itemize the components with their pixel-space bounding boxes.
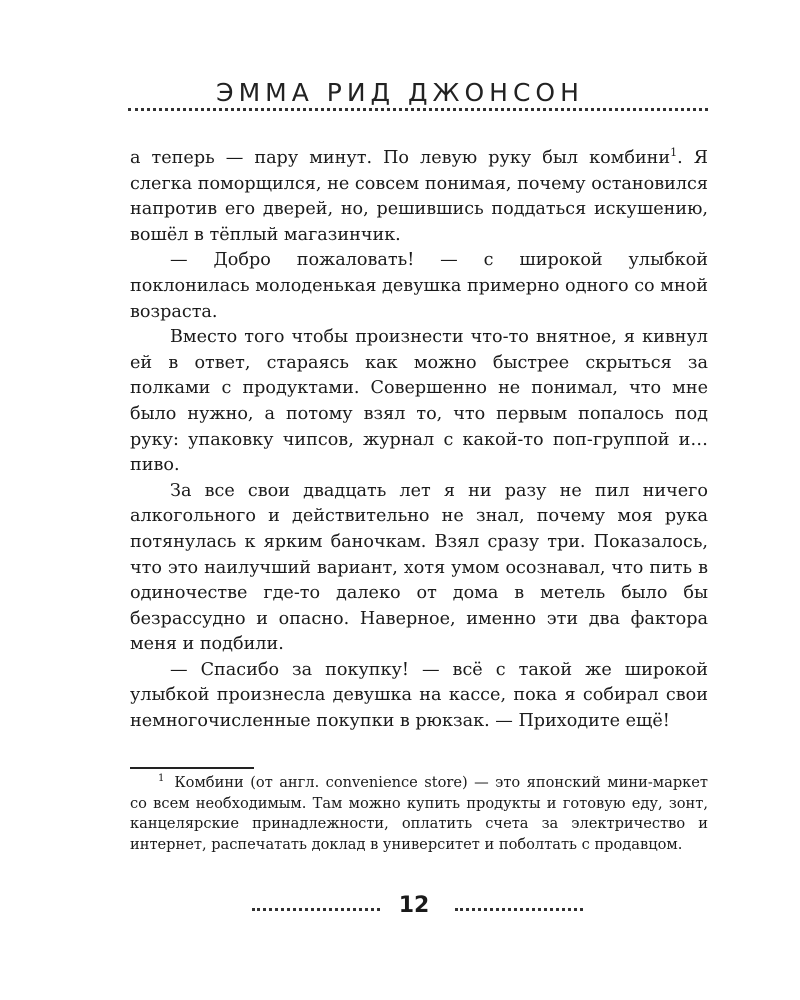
paragraph-text: Я слегка поморщился, не совсем понимая, почему остановился напротив его дверей, но, решившись поддаться искушению, вошёл в тёплый магазинчик. — [130, 148, 708, 245]
footnote-text: Комбини (от англ. convenience store) — это японский мини-маркет со всем необходимым. Там можно купить продукты и готовую еду, зонт, канцелярские принадлежности, оплатить счета за электричество и интернет, распечатать доклад в университет и поболтать с продавцом. — [130, 774, 708, 853]
paragraph-text: а теперь — пару минут. По левую руку был комбини — [130, 148, 671, 168]
folio-dots-left — [252, 908, 380, 911]
main-text — [130, 146, 708, 735]
paragraph: Вместо того чтобы произнести что-то внятное, я кивнул ей в ответ, стараясь как можно быстрее скрыться за полками с продуктами. Совершенно не понимал, что мне было нужно, а потому взял то, что первым попалось под руку: упаковку чипсов, журнал с какой-то поп-группой и… пиво. — [130, 327, 708, 476]
paragraph-continued: а теперь — пару минут. По левую руку был комбини$^1$. Я слегка поморщился, не совсем понимая, почему остановился напротив его дверей, но, решившись поддаться искушению, вошёл в тёплый магазинчик. — [130, 146, 708, 245]
paragraph: — Добро пожаловать! — с широкой улыбкой поклонилась молоденькая девушка примерно одного со мной возраста. — [130, 250, 708, 322]
paragraph: — Спасибо за покупку! — всё с такой же широкой улыбкой произнесла девушка на кассе, пока я собирал свои немногочисленные покупки в рюкзак. — Приходите ещё! — [130, 659, 708, 732]
header-dotted-rule — [128, 108, 708, 111]
footnote — [130, 773, 708, 855]
footnote-separator — [130, 767, 254, 769]
paragraph: За все свои двадцать лет я ни разу не пил ничего алкогольного и действительно не знал, почему моя рука потянулась к ярким баночкам. Взял сразу три. Показалось, что это наилучший вариант, хотя умом осознавал, что пить в одиночестве где-то далеко от дома в метель было бы безрассудно и опасно. Наверное, именно эти два фактора меня и подбили. — [130, 480, 708, 655]
page-number: 12 — [398, 893, 430, 918]
footnote-number: 1 — [158, 773, 165, 785]
folio-dots-right — [455, 908, 583, 911]
footnote-reference[interactable]: 1 — [670, 146, 678, 160]
running-head-author: ЭММА РИД ДЖОНСОН — [216, 78, 584, 107]
